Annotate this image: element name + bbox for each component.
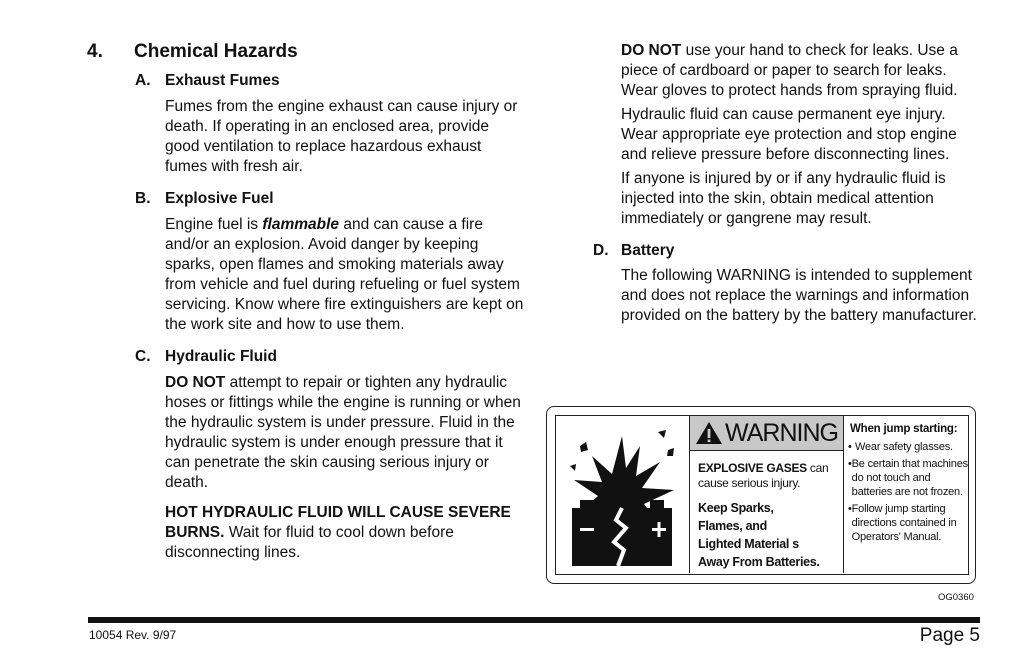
- warning-center-panel: [690, 416, 844, 573]
- jump-start-bullet: [848, 457, 968, 499]
- battery-explosion-icon: [556, 416, 689, 573]
- keep-sparks-text: [698, 499, 837, 571]
- bullet-dot: •: [848, 458, 852, 470]
- warning-label-frame: [555, 415, 969, 575]
- text-run: and can cause a fire and/or an explosion. Avoid danger by keeping sparks, open flames and smoking materials away from vehicle and fuel during refueling or fuel system servicing. Know where fire extinguishers are kept on the work site and how to use them.: [165, 216, 524, 333]
- bullet-dot: •: [848, 503, 852, 515]
- subsection-title: Battery: [621, 242, 675, 259]
- subsection-title: Exhaust Fumes: [165, 72, 280, 89]
- footer-rule: [88, 617, 980, 623]
- battery-text: The following WARNING is intended to supplement and does not replace the warnings and information provided on the battery by the battery manufacturer.: [621, 267, 977, 324]
- text-run: Engine fuel is: [165, 216, 263, 233]
- left-column: [87, 40, 527, 573]
- bullet-text: Be certain that machines do not touch and batteries are not frozen.: [851, 458, 968, 498]
- warning-body: [690, 451, 843, 571]
- bold-run: HOT HYDRAULIC FLUID WILL CAUSE SEVERE BURNS.: [165, 504, 511, 541]
- section-heading: [87, 40, 527, 64]
- alert-triangle-icon: [695, 421, 723, 445]
- subsection-letter: D.: [593, 242, 609, 259]
- subsection-letter: B.: [135, 190, 151, 207]
- subsection-letter: C.: [135, 348, 151, 365]
- subsection-title: Explosive Fuel: [165, 190, 274, 207]
- label-code: OG0360: [938, 592, 974, 603]
- hydraulic-fluid-text-4: Hydraulic fluid can cause permanent eye injury. Wear appropriate eye protection and stop engine and relieve pressure before disconnecting lines.: [621, 106, 957, 163]
- keep-line: Flames, and: [698, 519, 767, 533]
- text-run: use your hand to check for leaks. Use a piece of cardboard or paper to search for leaks. Wear gloves to protect hands from spraying fluid.: [621, 42, 958, 99]
- footer-revision: 10054 Rev. 9/97: [89, 628, 177, 642]
- subsection-heading-d: [593, 241, 983, 261]
- subsection-letter: A.: [135, 72, 151, 89]
- explosive-gases-text: [698, 461, 837, 491]
- jump-start-bullet: [848, 502, 968, 544]
- bullet-text: Follow jump starting directions contained in Operators' Manual.: [851, 503, 957, 543]
- hydraulic-fluid-text-3: [621, 41, 983, 101]
- subsection-title: Hydraulic Fluid: [165, 348, 277, 365]
- keep-line: Keep Sparks,: [698, 501, 774, 515]
- text-run: attempt to repair or tighten any hydraulic hoses or fittings while the engine is running or when the hydraulic system is under pressure. Fluid in the hydraulic system is under enough pressure that it can penetrate the skin causing serious injury or death.: [165, 374, 521, 491]
- subsection-heading-c: [135, 347, 527, 367]
- bold-run: DO NOT: [165, 374, 226, 391]
- section-title: Chemical Hazards: [134, 41, 298, 62]
- text-run: Wait for fluid to cool down before disconnecting lines.: [165, 524, 454, 561]
- bold-run: DO NOT: [621, 42, 682, 59]
- battery-warning-label: [546, 406, 976, 584]
- explosive-fuel-text: [165, 215, 527, 335]
- jump-start-bullet: [848, 440, 968, 454]
- hydraulic-fluid-text-5: If anyone is injured by or if any hydraulic fluid is injected into the skin, obtain medical attention immediately or gangrene may result.: [621, 170, 946, 227]
- right-column: [593, 41, 983, 336]
- warning-header: [690, 416, 843, 451]
- jump-start-panel: [844, 416, 968, 573]
- keep-line: Away From Batteries.: [698, 555, 820, 569]
- explosion-pictogram: [556, 416, 690, 573]
- jump-start-title: When jump starting:: [850, 423, 958, 435]
- emphasis-flammable: flammable: [262, 216, 340, 233]
- keep-line: Lighted Material s: [698, 537, 799, 551]
- section-number: 4.: [87, 41, 103, 62]
- bullet-text: Wear safety glasses.: [855, 441, 953, 453]
- page-number: Page 5: [919, 625, 980, 646]
- hydraulic-fluid-text-2: [165, 503, 527, 563]
- bold-run: EXPLOSIVE GASES: [698, 461, 807, 475]
- exhaust-fumes-text: Fumes from the engine exhaust can cause injury or death. If operating in an enclosed area, provide good ventilation to replace hazardous exhaust fumes with fresh air.: [165, 98, 518, 175]
- subsection-heading-b: [135, 189, 527, 209]
- text-run: can cause serious injury.: [698, 461, 829, 490]
- subsection-heading-a: [135, 71, 527, 91]
- bullet-dot: •: [848, 441, 852, 453]
- hydraulic-fluid-text-1: [165, 373, 527, 493]
- warning-header-text: WARNING: [725, 418, 838, 447]
